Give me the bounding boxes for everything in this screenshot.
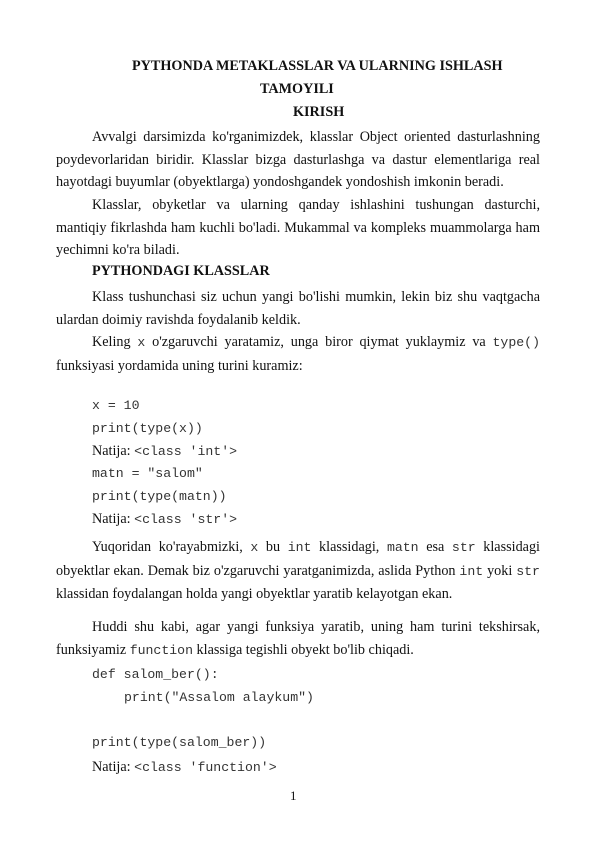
paragraph-3: Klass tushunchasi siz uchun yangi bo'lishi mumkin, lekin biz shu vaqtgacha ulardan doimiy ravishda foydalanib keldik. bbox=[56, 289, 540, 328]
section-heading-kirish: KIRISH bbox=[293, 104, 345, 120]
paragraph-6: Huddi shu kabi, agar yangi funksiya yaratib, uning ham turini tekshirsak, funksiyamiz function klassiga tegishli obyekt bo'lib chiqadi. bbox=[56, 619, 540, 658]
result-line: Natija: <class 'str'> bbox=[92, 511, 238, 527]
section-heading-klasslar: PYTHONDAGI KLASSLAR bbox=[92, 263, 270, 279]
code-line: def salom_ber(): bbox=[92, 667, 219, 682]
result-line: Natija: <class 'int'> bbox=[92, 443, 238, 459]
code-line: print(type(matn)) bbox=[92, 489, 227, 504]
code-line: print(type(salom_ber)) bbox=[92, 735, 267, 750]
paragraph-4: Keling x o'zgaruvchi yaratamiz, unga biror qiymat yuklaymiz va type() funksiyasi yordamida uning turini kuramiz: bbox=[56, 334, 540, 374]
code-line: print("Assalom alaykum") bbox=[124, 690, 314, 705]
page-number: 1 bbox=[290, 788, 297, 803]
inline-code: type() bbox=[492, 335, 540, 350]
result-line: Natija: <class 'function'> bbox=[92, 759, 277, 775]
inline-code: x bbox=[137, 335, 146, 350]
paragraph-1: Avvalgi darsimizda ko'rganimizdek, klasslar Object oriented dasturlashning poydevorlaridan biridir. Klasslar bizga dasturlashga va dastur elementlariga real hayotdagi buyumlar (obyektlarga) yondoshgandek yondoshish imkonin beradi. bbox=[56, 129, 540, 190]
title-line-1: PYTHONDA METAKLASSLAR VA ULARNING ISHLASH bbox=[132, 58, 503, 74]
title-line-2: TAMOYILI bbox=[260, 81, 334, 97]
code-line: x = 10 bbox=[92, 398, 140, 413]
paragraph-2: Klasslar, obyketlar va ularning qanday ishlashini tushungan dasturchi, mantiqiy fikrlashda ham kuchli bo'ladi. Mukammal va kompleks muammolarga ham yechimni ko'ra biladi. bbox=[56, 197, 540, 258]
paragraph-5: Yuqoridan ko'rayabmizki, x bu int klassidagi, matn esa str klassidagi obyektlar ekan. Demak biz o'zgaruvchi yaratganimizda, aslida Python int yoki str klassidan foydalangan holda yangi obyektlar yaratib kelayotgan ekan. bbox=[56, 539, 540, 602]
code-line: matn = "salom" bbox=[92, 466, 203, 481]
code-line: print(type(x)) bbox=[92, 421, 203, 436]
